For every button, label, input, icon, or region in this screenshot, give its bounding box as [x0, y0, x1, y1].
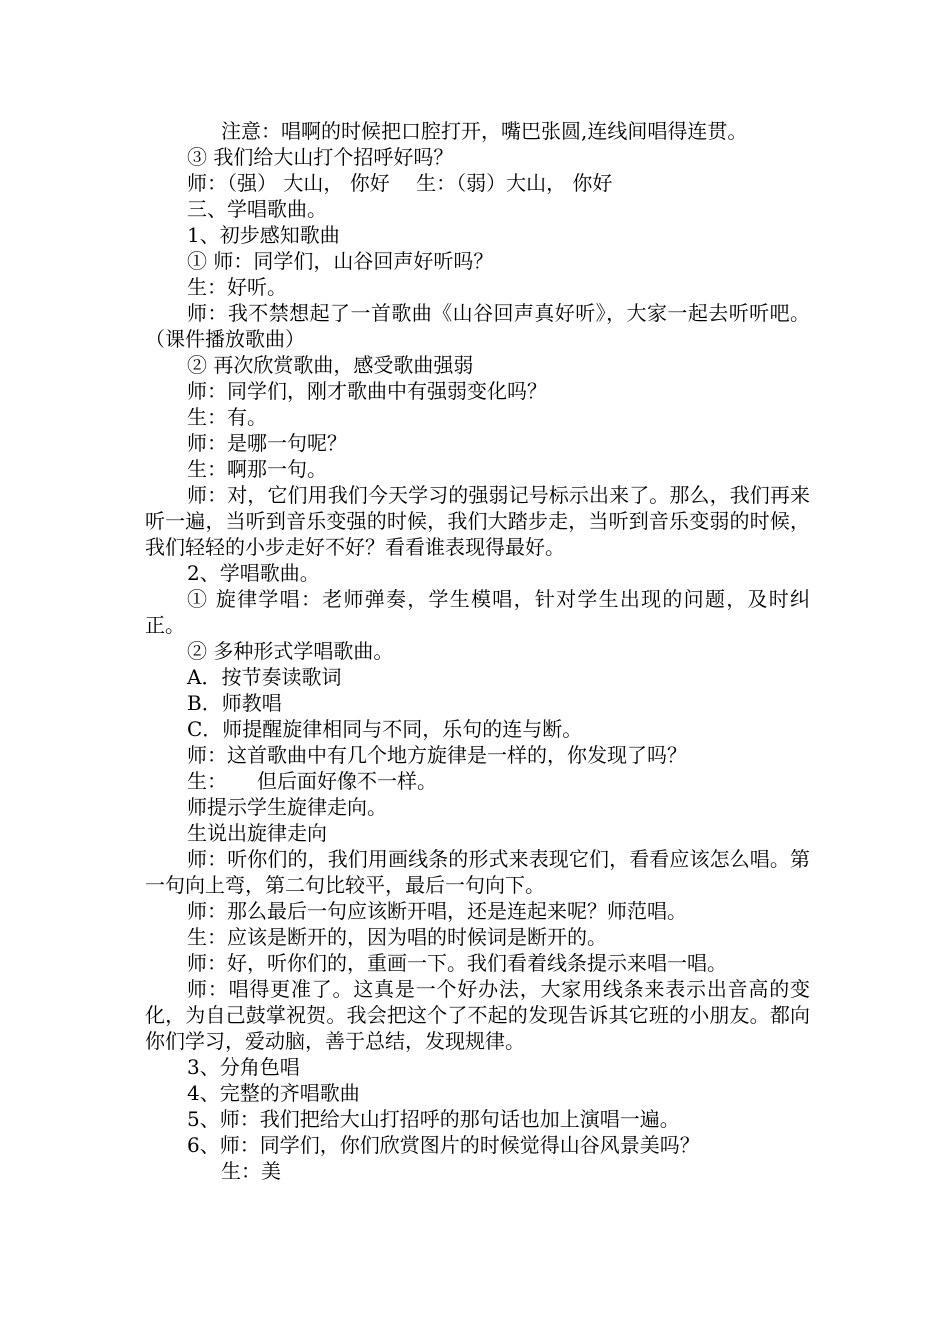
text-paragraph: 师：唱得更准了。这真是一个好办法，大家用线条来表示出音高的变化，为自己鼓掌祝贺。我会把这个了不起的发现告诉其它班的小朋友。都向你们学习，爱动脑，善于总结，发现规律。 — [145, 977, 810, 1053]
text-line: 师提示学生旋律走向。 — [187, 795, 387, 819]
text-line: ② 再次欣赏歌曲，感受歌曲强弱 — [187, 353, 474, 377]
text-line: 6、师：同学们，你们欣赏图片的时候觉得山谷风景美吗？ — [187, 1133, 700, 1157]
section-heading: 三、学唱歌曲。 — [187, 197, 327, 221]
text-line: 生：有。 — [187, 405, 267, 429]
text-line: 师：同学们，刚才歌曲中有强弱变化吗？ — [187, 379, 547, 403]
text-paragraph: 师：对，它们用我们今天学习的强弱记号标示出来了。那么，我们再来听一遍，当听到音乐变强的时候，我们大踏步走，当听到音乐变弱的时候，我们轻轻的小步走好不好？看看谁表现得最好。 — [145, 483, 810, 559]
text-line: 生说出旋律走向 — [187, 821, 327, 845]
subsection-heading: 1、初步感知歌曲 — [187, 223, 340, 247]
text-line: ② 多种形式学唱歌曲。 — [187, 639, 394, 663]
text-line: 师：这首歌曲中有几个地方旋律是一样的，你发现了吗？ — [187, 743, 687, 767]
text-line: 师：是哪一句呢？ — [187, 431, 347, 455]
text-line: 生：好听。 — [187, 275, 287, 299]
text-paragraph: 师：听你们的，我们用画线条的形式来表现它们，看看应该怎么唱。第一句向上弯，第二句比较平，最后一句向下。 — [145, 847, 810, 897]
text-line: 师：（强） 大山， 你好 生：（弱）大山， 你好 — [187, 171, 613, 195]
subsection-heading: 3、分角色唱 — [187, 1055, 300, 1079]
text-line: 生：应该是断开的，因为唱的时候词是断开的。 — [187, 925, 607, 949]
list-item: B．师教唱 — [187, 691, 282, 715]
text-line: 生： 但后面好像不一样。 — [187, 769, 437, 793]
text-line: 5、师：我们把给大山打招呼的那句话也加上演唱一遍。 — [187, 1107, 680, 1131]
text-line: 注意：唱啊的时候把口腔打开，嘴巴张圆,连线间唱得连贯。 — [221, 119, 748, 143]
text-line: 生：啊那一句。 — [187, 457, 327, 481]
document-body — [145, 118, 810, 1184]
list-item: C．师提醒旋律相同与不同，乐句的连与断。 — [187, 717, 583, 741]
text-line: ③ 我们给大山打个招呼好吗？ — [187, 145, 454, 169]
text-paragraph: 师：我不禁想起了一首歌曲《山谷回声真好听》，大家一起去听听吧。（课件播放歌曲） — [145, 301, 810, 351]
text-line: 师：那么最后一句应该断开唱，还是连起来呢？师范唱。 — [187, 899, 687, 923]
subsection-heading: 2、学唱歌曲。 — [187, 561, 320, 585]
text-line: 师：好，听你们的，重画一下。我们看着线条提示来唱一唱。 — [187, 951, 727, 975]
text-line: 生：美 — [221, 1159, 281, 1183]
list-item: A．按节奏读歌词 — [187, 665, 342, 689]
text-paragraph: ① 旋律学唱：老师弹奏，学生模唱，针对学生出现的问题，及时纠正。 — [145, 587, 810, 637]
subsection-heading: 4、完整的齐唱歌曲 — [187, 1081, 360, 1105]
text-line: ① 师：同学们，山谷回声好听吗？ — [187, 249, 494, 273]
